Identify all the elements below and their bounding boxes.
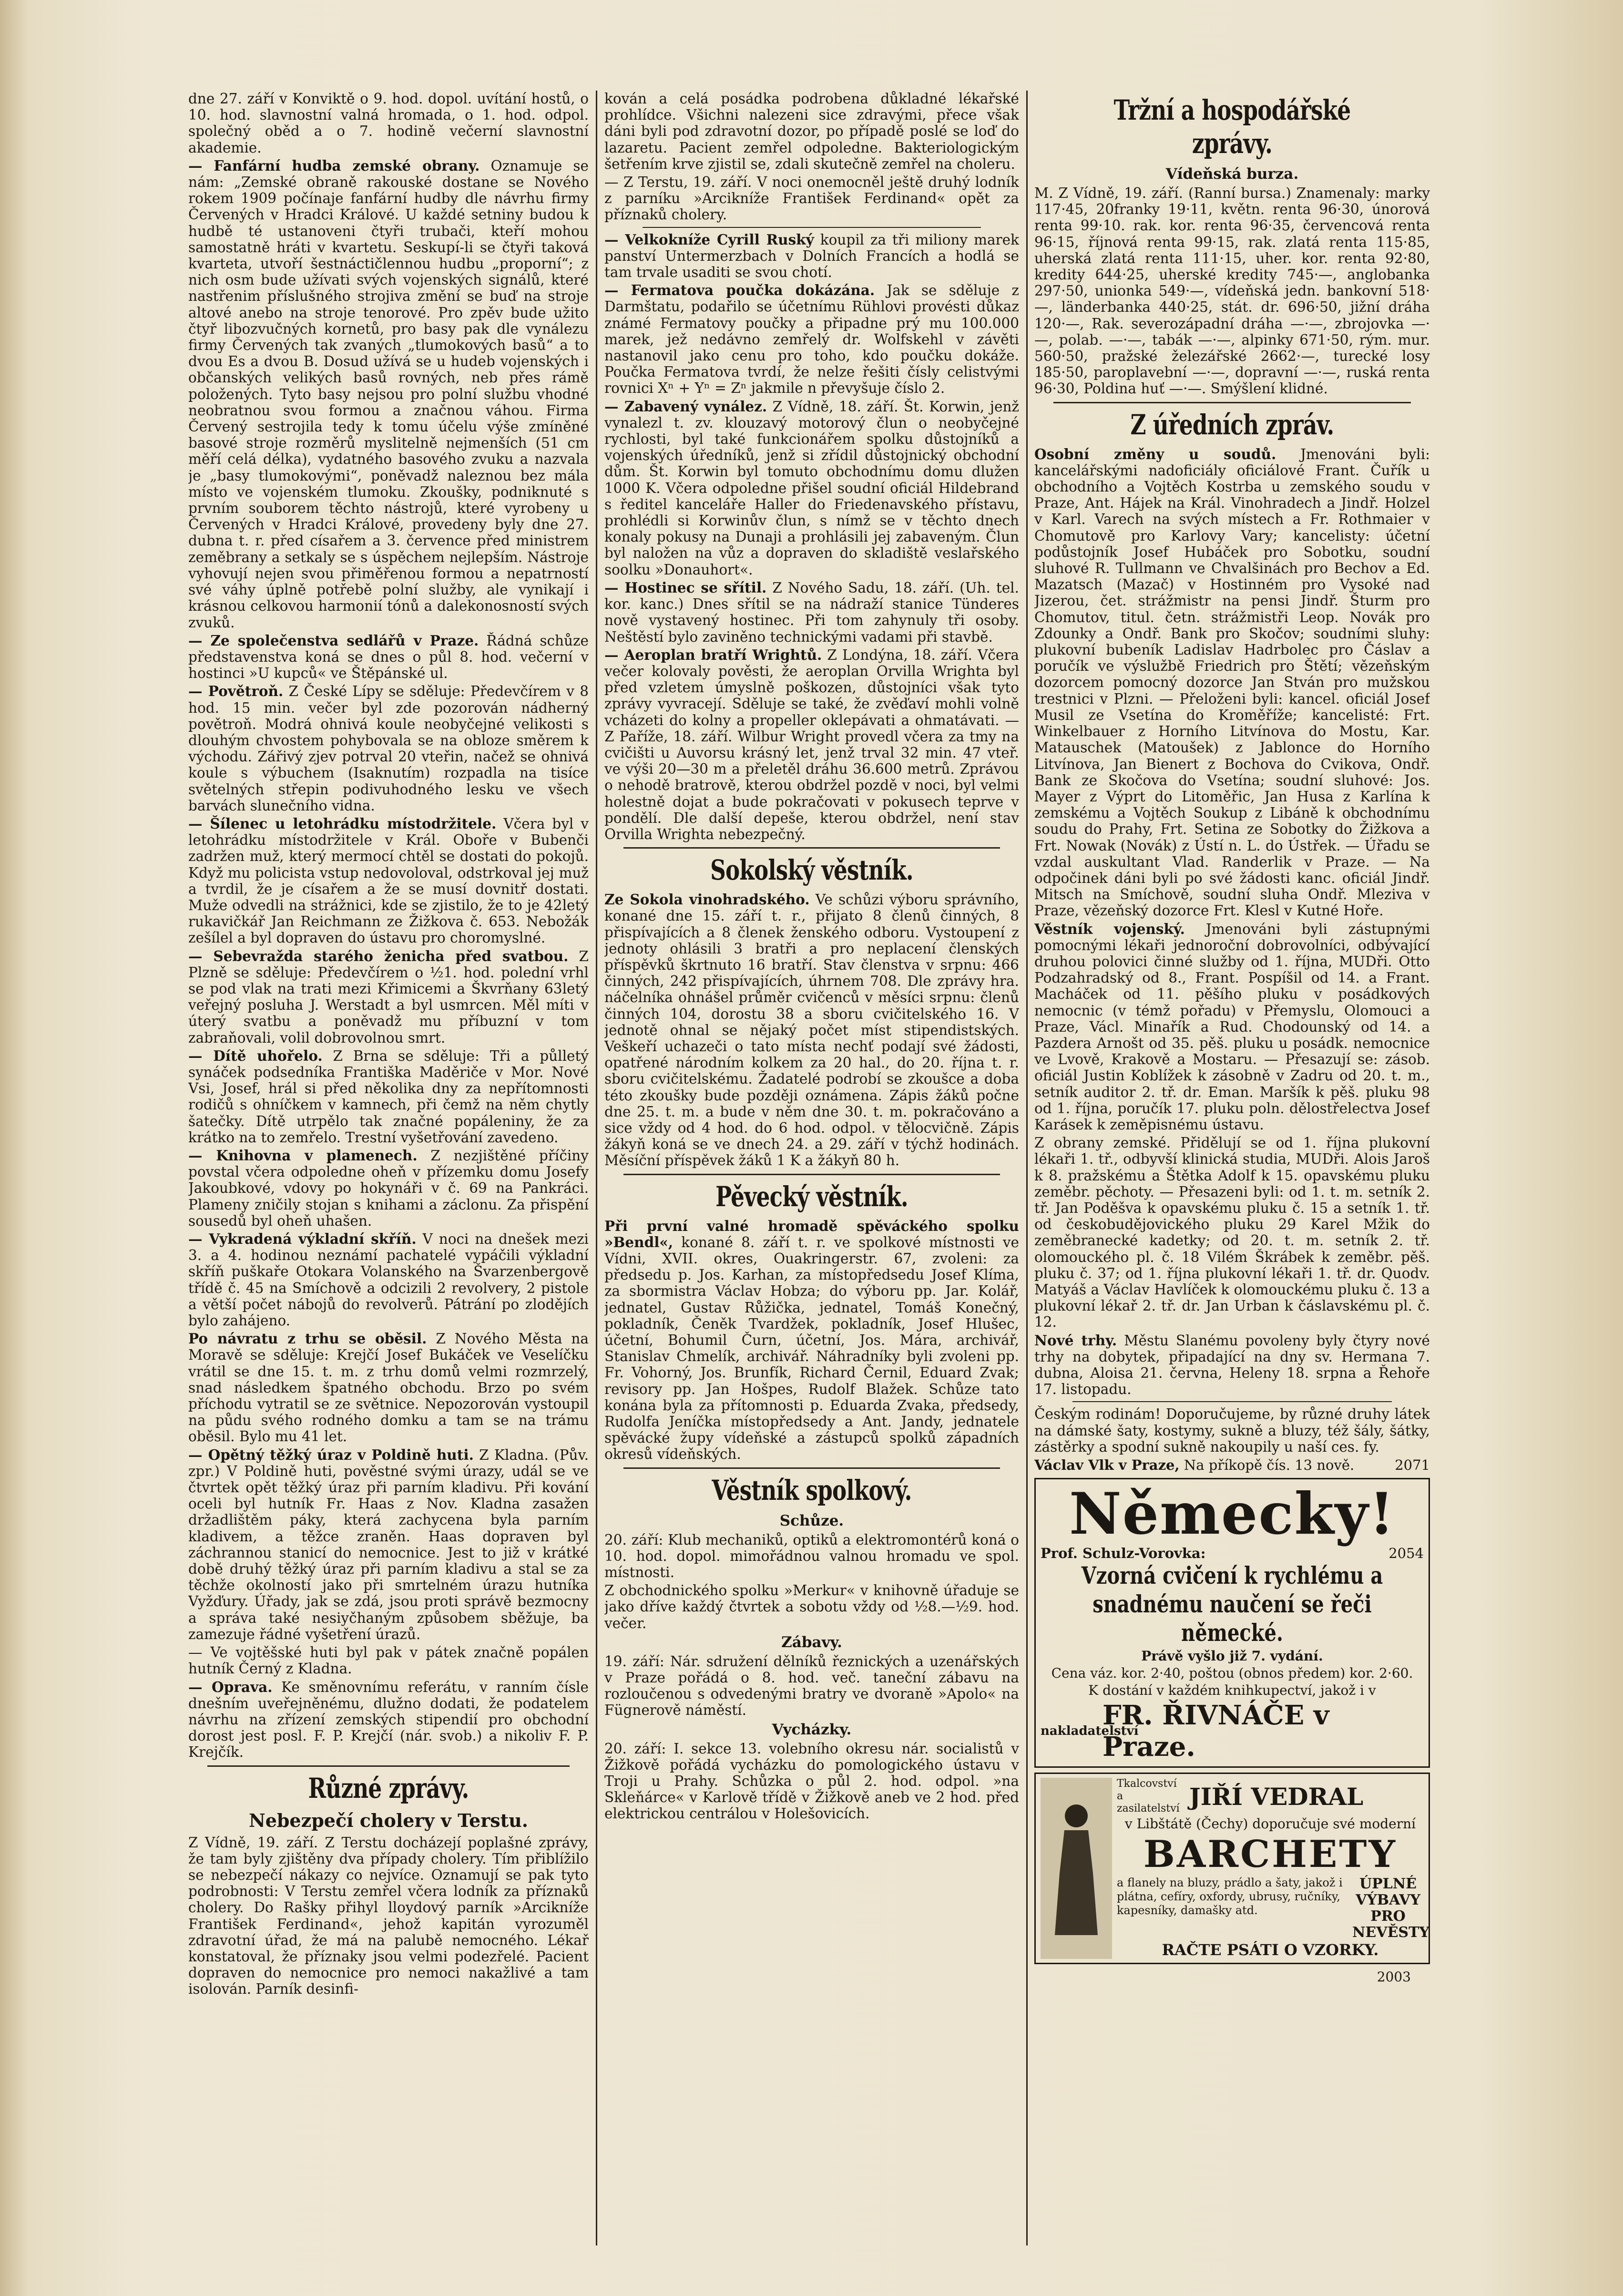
article-schuze-2: Z obchodnického spolku »Merkur« v knihovně úřaduje se jako dříve každý čtvrtek a sobotu vždy od ½8.—½9. hod. večer. [604, 1582, 1019, 1631]
ad-vlk [1034, 1406, 1430, 1473]
article-statek: — Velkokníže Cyrill Ruský koupil za tři miliony marek panství Untermerzbach v Dolních Francích a hodlá se tam trvale usaditi se svou chotí. [604, 231, 1019, 281]
article-trhy: Nové trhy. Městu Slanému povoleny byly čtyry nové trhy na dobytek, připadající na dny sv. Hermana 7. dubna, Aloisa 21. června, Heleny 18. srpna a Řehoře 17. listopadu. [1034, 1332, 1430, 1398]
column-left [188, 91, 589, 2245]
article-vojensky: Věstník vojenský. Jmenováni byli zástupnými pomocnými lékaři jednoroční dobrovolníci, odbývající druhou polovici činné služby od 1. října, MUDři. Otto Podzahradský od 8., Frant. Pospíšil od 14. a Frant. Macháček od 11. pěšího pluku v posádkových nemocnic (v témž pořadu) v Přemyslu, Olomouci a Praze, Václ. Minařík a Rud. Chodounský od 14. a Pazdera Arnošt od 35. pěš. pluku u posádk. nemocnice ve Lvově, Krakově a Mostaru. — Přesazují se: zásob. oficiál Justin Koblížek k zásobně v Zadru od 20. t. m., setník auditor 2. tř. dr. Eman. Maršík k pěš. pluku 98 od 1. října, poručík 17. pluku poln. dělostřelectva Josef Karásek k zeměpisnému ústavu. [1034, 920, 1430, 1133]
section-title-spolk: Věstník spolkový. [712, 1474, 912, 1507]
article-knihovna: — Knihovna v plamenech. Z nezjištěné příčiny povstal včera odpoledne oheň v přízemku domu Josefy Jakoubkové, vdovy po hokynáři v č. 69 na Pankráci. Plameny zničily stojan s knihami a záclonu. Za přispění sousedů byl oheň uhašen. [188, 1147, 589, 1229]
column-middle [604, 91, 1019, 2245]
article-konvikt: dne 27. září v Konviktě o 9. hod. dopol. uvítání hostů, o 10. hod. slavnostní valná hromada, o 1. hod. odpol. společný oběd a o 7. hodině večerní slavnostní akademie. [188, 91, 589, 156]
article-zemska-obrana: Z obrany zemské. Přidělují se od 1. října plukovní lékaři 1. tř., odbyvší klinická studia, MUDři. Alois Jaroš k 8. pražskému a Štětka Adolf k 15. opavskému pluku zeměbr. pěchoty. — Přesazeni byli: od 1. t. m. setník 2. tř. Jan Poděšva k opavskému pluku č. 15 a setník 1. tř. od českobudějovického pluku 29 Karel Mžik do zeměbranecké kadetky; od 20. t. m. setník 2. tř. olomouckého pl. č. 18 Vilém Škrábek k zeměbr. pěš. pluku č. 37; od 1. října plukovní lékaři 1. tř. dr. Quodv. Matyáš a Václav Havlíček k olomouckému pluku č. 13 a plukovní lékař 2. tř. dr. Jan Urban k čáslavskému pl. č. 12. [1034, 1135, 1430, 1331]
article-silenec: — Šílenec u letohrádku místodržitele. Včera byl v letohrádku místodržitele v Král. Oboře v Bubenči zadržen muž, který mermocí chtěl se dostati do pokojů. Když mu policista vstup nedovoloval, odstrkoval jej muž a tvrdil, že je císařem a že se musí dovnitř dostati. Muže odvedli na strážnici, kde se zjistilo, že to je 42letý rukavičkář Jan Reichmann ze Žižkova č. 653. Nebožák zešílel a byl dopraven do ústavu pro choromyslné. [188, 815, 589, 946]
article-zenich: — Sebevražda starého ženicha před svatbou. Z Plzně se sděluje: Předevčírem o ½1. hod. polední vrhl se pod vlak na trati mezi Křimicemi a Škvrňany 63letý veřejný posluha J. Werstadt a byl usmrcen. Měl míti v úterý svatbu a poněvadž mu příbuzní v tom zabraňovali, volil dobrovolnou smrt. [188, 947, 589, 1046]
ad-vedral-loc: v Libštátě (Čechy) doporučuje své moderní [1124, 1816, 1416, 1832]
ad-vedral-barchety: BARCHETY [1143, 1833, 1398, 1876]
separator [623, 1174, 1000, 1175]
ad-vlk-addr: Na příkopě čís. 13 nově. [1184, 1457, 1355, 1474]
article-vychazky: 20. září: I. sekce 13. volebního okresu nár. socialistů v Žižkově pořádá vycházku do pomologického ústavu v Troji u Prahy. Schůzka o půl 2. hod. odpol. »na Skleňárce« v Karlově třídě v Žižkově aneb ve 2 hod. před elektrickou centrálou v Holešovicích. [604, 1740, 1019, 1822]
article-terstu: — Z Terstu, 19. září. V noci onemocněl ještě druhý lodník z parníku »Arcikníže František Ferdinand« opět za příznaků cholery. [604, 174, 1019, 223]
ad-nemecky-publisher: FR. ŘIVNÁČE v Praze. [1102, 1700, 1329, 1763]
section-title-pevec: Pěvecký věstník. [715, 1180, 908, 1213]
section-title-sokol: Sokolský věstník. [710, 854, 913, 887]
article-fanfar: — Fanfární hudba zemské obrany. Oznamuje se nám: „Zemské obraně rakouské dostane se Nového rokem 1909 počínaje fanfární hudby dle návrhu firmy Červených v Hradci Králové. U každé setniny budou k hudbě té ustanoveni čtyři trubači, kteří mohou samostatně hráti v kvartetu. Seskupí-li se čtyři taková kvarteta, utvoří šestnáctičlennou hudbu „proporní“; z nich osm bude užívati svých vojenských signálů, které nastřenim příslušného strojiva změní se buď na stroje altové anebo na stroje tenorové. Pro zpěv bude užito čtyř libozvučných kornetů, pro basy pak dle vynálezu firmy Červených tak zvaných „tlumokových basů“ a to dvou Es a dvou B. Dosud užívá se u hudeb vojenských i občanských velikých basů rovných, neb přes rámě položených. Tyto basy nejsou pro polní službu vhodné neobratnou svou formou a značnou váhou. Firma Červený sestrojila tedy k tomu účelu výše zmíněné basové stroje rozměrů myslitelně nejmenších (51 cm měří celá délka), vydatného basového zvuku a nazvala je „basy tlumokovými“, poněvadž naleznou bez mála místo ve vojenském tlumoku. Zkoušky, podniknuté s prvním souborem těchto nástrojů, které vyrobeny u Červených v Hradci Králové, provedeny byly dne 27. dubna t. r. před císařem a 3. července před ministrem zeměbrany a setkaly se s úspěchem nejlepším. Nástroje vyhovují nejen svou přiměřenou formou a nepatrností své váhy úplně potřebě polní služby, ale vynikají i krásnou celkovou harmonií tónů a dalekonosností svých zvuků. [188, 157, 589, 631]
ad-vedral-number: 2003 [1377, 1969, 1411, 1985]
article-vojtessky: — Ve vojtěšské huti byl pak v pátek značně popálen hutník Černý z Kladna. [188, 1644, 589, 1677]
ad-vedral-items: a flanely na bluzy, prádlo a šaty, jakož i plátna, cefíry, oxfordy, ubrusy, ručníky, kapesníky, damašky atd. [1117, 1876, 1343, 1917]
article-burza: M. Z Vídně, 19. září. (Ranní bursa.) Znamenaly: marky 117·45, 20franky 19·11, květn. renta 96·30, únorová renta 99·10. rak. kor. renta 96·35, červencová renta 96·15, říjnová renta 99·15, rak. zlatá renta 115·85, uherská zlatá renta 111·15, uher. kor. renta 92·80, kredity 644·25, uherské kredity 745·—, anglobanka 297·50, unionka 549·—, vídeňská jedn. bankovní 518·—, länderbanka 440·25, stát. dr. 696·50, jižní dráha 120·—, Rak. severozápadní dráha —·—, zbrojovka —·—, polab. —·—, tabák —·—, alpinky 671·50, rým. mur. 560·50, pražské železářské 2662·—, turecké losy 185·50, paroplavební —·—, dopravní —·—, ruská renta 96·30, Poldina huť —·—. Smýšlení klidné. [1034, 185, 1430, 397]
article-cholera-cont: kován a celá posádka podrobena důkladné lékařské prohlídce. Všichni nalezeni sice zdravými, přece však dáni byli pod zdravotní dozor, po případě poslé se loď do lazaretu. Pacient zemřel odpoledne. Bakteriologickým šetřením krve zjistil se, zdali skutečně zemřel na choleru. [604, 91, 1019, 172]
article-dite: — Dítě uhořelo. Z Brna se sděluje: Tři a půlletý synáček podsedníka Františka Maděriče v Mor. Nové Vsi, Josef, hrál si před několika dny za nepřítomnosti rodičů s ohníčkem v kamnech, při čemž na něm chytly šatečky. Dítě utrpělo tak značné popáleniny, že za krátko na to zemřelo. Trestní vyšetřování zavedeno. [188, 1047, 589, 1146]
separator [643, 227, 981, 228]
headline-cholera: Nebezpečí cholery v Terstu. [248, 1809, 529, 1831]
subhead-zabavy: Zábavy. [781, 1633, 842, 1651]
article-vykradena: — Vykradená výkladní skříň. V noci na dnešek mezi 3. a 4. hodinou neznámí pachatelé vypáčili výkladní skříň puškaře Otokara Volanského na Švarzenbergově třídě č. 45 na Smíchově a odcizili 2 revolvery, 2 pistole a větší počet nábojů do revolverů. Pátrání po zlodějích bylo zahájeno. [188, 1230, 589, 1329]
ad-nemecky-edition: Právě vyšlo již 7. vydání. [1141, 1648, 1323, 1664]
section-title-ruzne: Různé zprávy. [308, 1772, 469, 1804]
article-pevec: Při první valné hromadě spěváckého spolku »Bendl«, konané 8. září t. r. ve spolkové místnosti ve Vídni, XVII. okres, Ouakringerstr. 67, zvoleni: za předsedu p. Jos. Karhan, za místopředsedu Josef Klíma, za sbormistra Václav Hobza; do výboru pp. Jar. Kolář, jednatel, Gustav Růžička, jednatel, Tomáš Konečný, pokladník, Čeněk Tvardžek, pokladník, Josef Hlušec, účetní, Bohumil Čurn, účetní, Jos. Mára, archivář, Stanislav Chmelík, archivář. Náhradníky byli zvoleni pp. Fr. Vohorný, Jos. Brunfík, Richard Černil, Eduard Zvak; revisory pp. Jan Hošpes, Rudolf Blažek. Schůze tato konána byla za přítomnosti p. Eduarda Zvaka, předsedy, Rudolfa Jeníčka místopředsedy a Ant. Jandy, jednatele spěvácké župy vídeňské a zástupců spolků západních okresů vídeňských. [604, 1217, 1019, 1463]
article-cholera: Z Vídně, 19. září. Z Terstu docházejí poplašné zprávy, že tam byly zjištěny dva případy cholery. Tím přiblížilo se nebezpečí nákazy co nejvíce. Oznamují se pak tyto podrobnosti: V Terstu zemřel včera lodník za příznaků cholery. Do Rašky přihyl lloydový parník »Arcikníže František Ferdinand«, jehož kapitán vyrozuměl zdravotní úřad, že má na palubě nemocného. Lékař konstatoval, že příznaky jsou velmi podezřelé. Pacient dopraven do nemocnice pro nemoci nakažlivé a tam isolován. Parník desinfi- [188, 1834, 589, 1998]
ad-nemecky-author: Prof. Schulz-Vorovka: [1041, 1545, 1206, 1562]
ad-nemecky-nakl: nakladatelství [1041, 1724, 1139, 1739]
article-povetron: — Povětroň. Z České Lípy se sděluje: Předevčírem v 8 hod. 15 min. večer byl zde pozorován nádherný povětroň. Modrá ohnivá koule neobyčejné velikosti s dlouhým chvostem pohybovala se na obloze směrem k východu. Zářivý zjev potrval 20 vteřin, načež se ohnivá koule s výbuchem (Isaknutím) rozpadla na tisíce světelných střepin podivuhodného lesku ve všech barvách slunečního vidna. [188, 683, 589, 814]
separator [623, 847, 1000, 849]
article-urad: Osobní změny u soudů. Jmenováni byli: kancelářskými nadoficiály oficiálové Frant. Čuřík u obchodního a Vojtěch Kostrba u zemského soudu v Praze, Ant. Hájek na Král. Vinohradech a Jindř. Holzel v Karl. Varech na svých místech a Fr. Rothmaier v Chomutově pro Karlovy Vary; kancelisty: účetní podůstojník Josef Hubáček pro Sobotku, soudní sluhové R. Tullmann ve Chvalšinách pro Bechov a Ed. Mazatsch (Mazač) v Hostinném pro Vysoké nad Jizerou, čet. strážmistr na pensi Jindř. Šturm pro Chomutov, titul. četn. strážmistři Leop. Novák pro Zdounky a Ondř. Bank pro Skočov; soudními sluhy: plukovní bubeník Ladislav Hadrbolec pro Čáslav a poručík ve výslužbě Friedrich pro Štětí; vězeňským dozorcem pomocný dozorce Jan Stván pro mužskou trestnici v Plzni. — Přeloženi byli: kancel. oficiál Josef Musil ze Vsetína do Kroměříže; kancelisté: Frt. Winkelbauer z Horního Litvínova do Mostu, Kar. Matauschek (Matoušek) z Jablonce do Horního Litvínova, Jan Bienert z Bochova do Cvikova, Ondř. Bank ze Skočova do Vsetína; soudní sluhové: Jos. Mayer z Výprt do Litoměřic, Jan Husa z Karlína k zemskému a Vojtěch Soukup z Libáně k obchodnímu soudu do Prahy, Frt. Setina ze Sobotky do Žižkova a Frt. Nowak (Novák) z Ústí n. L. do Ústřek. — Úřadu se vzdal auskultant Vlad. Randerlik v Praze. — Na odpočinek dáni byli po své žádosti kanc. oficiál Jindř. Mitsch na Smíchově, soudní sluha Ondř. Mleziva v Praze, vězeňský dozorce Frt. Klesl v Kutné Hoře. [1034, 445, 1430, 919]
article-schuze-1: 20. září: Klub mechaniků, optiků a elektromontérů koná o 10. hod. dopol. mimořádnou valnou hromadu ve spol. místnosti. [604, 1531, 1019, 1581]
column-rule-1 [596, 91, 597, 2245]
column-right [1034, 91, 1430, 2245]
article-fermat: — Fermatova poučka dokázána. Jak se sděluje z Darmštatu, podařilo se účetnímu Rühlovi provésti důkaz známé Fermatovy poučky a připadne prý mu 100.000 marek, jež nedávno zemřelý dr. Wolfskehl v závěti nastanovil jako cenu pro toho, kdo poučku dokáže. Poučka Fermatova tvrdí, že nelze řešiti čísly celistvými rovnici Xⁿ + Yⁿ = Zⁿ jakmile n převyšuje číslo 2. [604, 282, 1019, 397]
ad-vedral [1034, 1773, 1430, 1964]
ad-vedral-image [1041, 1778, 1112, 1959]
article-tezky-uraz: — Opětný těžký úraz v Poldině huti. Z Kladna. (Pův. zpr.) V Poldině huti, pověstné svými úrazy, udál se ve čtvrtek opět těžký úraz při parním kladivu. Při kování oceli byl hutník Fr. Haas z Nov. Kladna zasažen držadlištěm páky, která zachycena byla parním kladivem, a těžce zraněn. Haas dopraven byl záchrannou stanicí do nemocnice. Jest to již v krátké době druhý těžký úraz při parním kladivu a stal se za těchže okolností jako při smrtelném úrazu hutníka Vyžďury. Úřady, jak se zdá, jsou proti správě bezmocny a správa také nesiyčhaným způsobem sběžuje, ba zamezuje řádné vyšetření úrazů. [188, 1446, 589, 1642]
subhead-vychazky: Vycházky. [772, 1721, 852, 1738]
subhead-burza: Vídeňská burza. [1165, 165, 1299, 183]
ad-nemecky-avail: K dostání v každém knihkupectví, jakož i v [1088, 1682, 1376, 1699]
article-wright: — Aeroplan bratří Wrightů. Z Londýna, 18. září. Včera večer kolovaly pověsti, že aeroplan Orvilla Wrighta byl před vzletem úmyslně poškozen, důstojníci však tyto zprávy vyvracejí. Sděluje se také, že zvěďaví mohli volně vcházeti do kolny a propeller oklepávati a ohmatávati. — Z Paříže, 18. září. Wilbur Wright provedl včera za tmy na cvičišti u Auvorsu krásný let, jenž trval 32 min. 47 vteř. ve výši 20—30 m a přeletěl dráhu 36.600 metrů. Zprávou o nehodě bratrově, kterou obdržel pozdě v noci, byl velmi holestně dojat a bude pokračovati v pokusech teprve v pondělí. Dle další depeše, kterou obdržel, není stav Orvilla Wrighta nebezpečný. [604, 646, 1019, 842]
column-rule-2 [1026, 91, 1028, 2245]
article-oprava: — Oprava. Ke směnovnímu referátu, v ranním čísle dnešním uveřejněnému, dlužno dodati, že podatelem návrhu na zřízení zemských stipendií pro obchodní dorost jest posl. F. P. Krejčí (nár. svob.) a nikoliv F. P. Krejčík. [188, 1678, 589, 1761]
subhead-schuze: Schůze. [779, 1512, 844, 1529]
separator [623, 1467, 1000, 1469]
ad-nemecky-number: 2054 [1388, 1545, 1424, 1562]
ad-vedral-name: JIŘÍ VEDRAL [1189, 1782, 1364, 1811]
ad-nemecky-price: Cena váz. kor. 2·40, poštou (obnos předem) kor. 2·60. [1051, 1665, 1413, 1681]
ad-vlk-sign: Václav Vlk v Praze, [1034, 1457, 1180, 1474]
separator [1053, 402, 1411, 403]
ad-nemecky-headline: Vzorná cvičení k rychlému a snadnému naučení se řeči německé. [1081, 1561, 1383, 1647]
section-title-urad: Z úředních zpráv. [1130, 408, 1334, 441]
article-vynalez: — Zabavený vynález. Z Vídně, 18. září. Št. Korwin, jenž vynalezl t. zv. klouzavý motorový člun o neobyčejné rychlosti, byl také funkcionářem spolku důstojníků a vojenských úředníků, jenž si zřídil důstojnický obchodní dům. Št. Korwin byl tomuto obchodnímu domu dlužen 1000 K. Včera odpoledne přišel soudní oficiál Hildebrand s ředitel kanceláře Haller do Friedenavského přístavu, prohlédli si Korwinův člun, s nímž se v těchto dnech konaly pokusy na Dunaji a prohlásili jej zabaveným. Člun byl naložen na vůz a dopraven do skladiště veslařského soolku »Donauhort«. [604, 398, 1019, 578]
section-title-trzni: Tržní a hospodářské zprávy. [1113, 94, 1351, 160]
ad-nemecky-title: Německy! [1069, 1480, 1395, 1548]
woman-figure-icon [1050, 1797, 1102, 1940]
article-sedlari: — Ze společenstva sedlářů v Praze. Řádná schůze představenstva koná se dnes o půl 8. hod. večerní v hostinci »U kupců« ve Štěpánské ul. [188, 632, 589, 682]
ad-vedral-side: ÚPLNÉ VÝBAVY PRO NEVĚSTY [1352, 1876, 1429, 1941]
article-sokol: Ze Sokola vinohradského. Ve schůzi výboru správního, konané dne 15. září t. r., přijato 8 členů činných, 8 přispívajících a 8 členek ženského odboru. Vystoupení z jednoty ohlásili 3 bratři a pro neplacení členských příspěvků škrtnuto 16 bratří. Stav členstva v srpnu: 466 činných, 242 přispívajících, úhrnem 708. Dle zprávy hra. náčelníka ohnášel průměr cvičenců v měsíci srpnu: členů činných 104, dorostu 38 a sboru cvičitelského 16. V jednotě ohnal se nějaký počet míst stipendistských. Veškeří uchazeči o tato místa nechť podají své žádosti, opatřené národním kolkem za 20 hal., do 20. října t. r. sboru cvičitelskému. Žadatelé podrobí se zkoušce a doba této zkoušky bude později oznámena. Zápis žáků počne dne 25. t. m. a bude v něm dne 30. t. m. pokračováno a sice vždy od 4 hod. do 6 hod. odpol. v tělocvičně. Zápis žákyň koná se ve dnech 24. a 29. září v týchž hodinách. Měsíční příspěvek žáků 1 K a žákyň 80 h. [604, 891, 1019, 1169]
separator [1072, 1401, 1392, 1402]
ad-vlk-number: 2071 [1395, 1457, 1430, 1474]
article-navrat: Po návratu z trhu se oběsil. Z Nového Města na Moravě se sděluje: Krejčí Josef Bukáček ve Veselíčku vrátil se dne 15. t. m. z trhu domů velmi rozmrzelý, snad následkem špatného obchodu. Brzo po svém příchodu vytratil se ze světnice. Nepozorován vystoupil na půdu svého rodného domku a tam se na trámu oběsil. Bylo mu 41 let. [188, 1330, 589, 1445]
ad-nemecky [1034, 1478, 1430, 1768]
article-zabavy: 19. září: Nár. sdružení dělníků řeznických a uzenářských v Praze pořádá o 8. hod. več. taneční zábavu na rozloučenou s odvedenými bratry ve dvoraně »Apolo« na Fügnerově náměstí. [604, 1653, 1019, 1719]
ad-vedral-foot: RAČTE PSÁTI O VZORKY. [1162, 1941, 1379, 1959]
ad-vlk-text: Českým rodinám! Doporučujeme, by různé druhy látek na dámské šaty, kostymy, sukně a bluzy, též šály, šátky, zástěrky a spodní sukně nakoupily u naší ces. fy. [1034, 1406, 1430, 1455]
ad-vedral-tag: Tkalcovství a zasilatelství [1117, 1778, 1180, 1815]
article-hostinec: — Hostinec se sřítil. Z Nového Sadu, 18. září. (Uh. tel. kor. kanc.) Dnes sřítil se na nádraží stanice Tünderes nově vystavený hostinec. Při tom zahynuly tři osoby. Neštěstí bylo zaviněno technickými vadami při stavbě. [604, 579, 1019, 645]
separator [207, 1765, 570, 1767]
